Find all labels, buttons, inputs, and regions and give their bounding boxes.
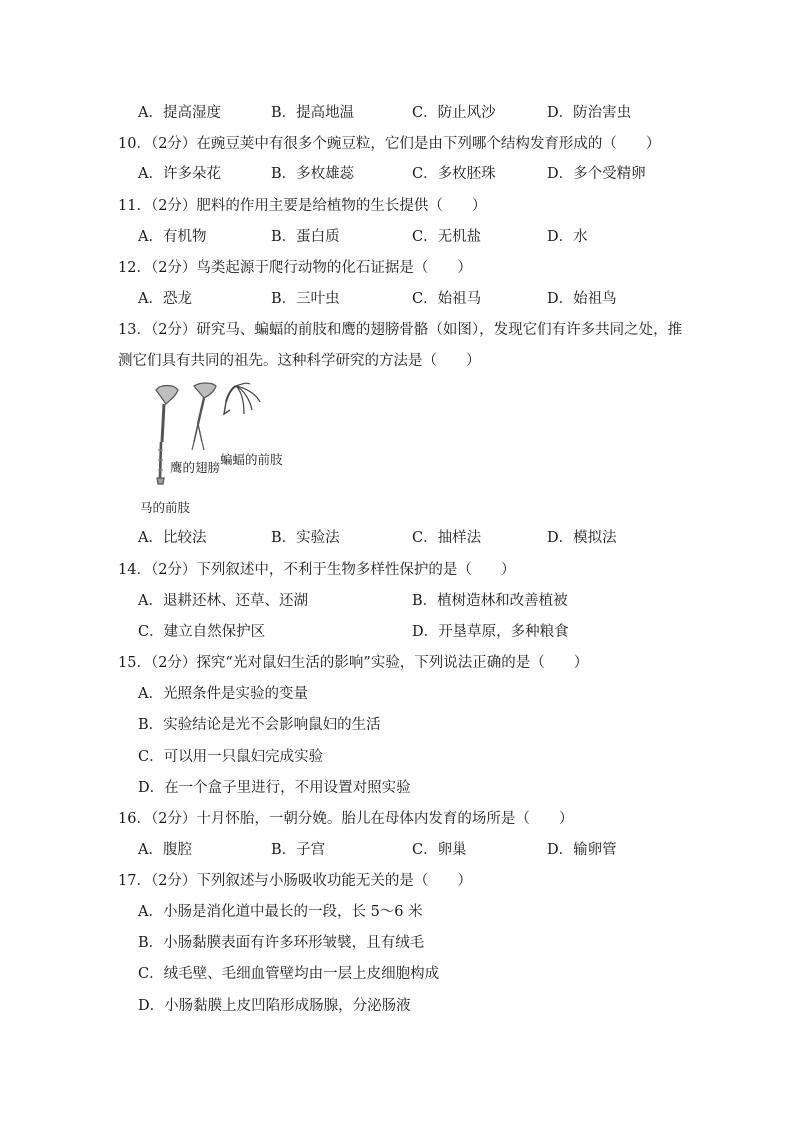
q9-option-a[interactable]: A．提高湿度 bbox=[138, 105, 221, 121]
eagle-wing-label: 鹰的翅膀 bbox=[170, 460, 221, 475]
q11-option-a[interactable]: A．有机物 bbox=[138, 229, 207, 245]
bat-forelimb-drawing bbox=[224, 383, 260, 414]
q14-stem: 14．（2分）下列叙述中，不利于生物多样性保护的是（ ） bbox=[118, 562, 516, 578]
q15-stem: 15．（2分）探究“光对鼠妇生活的影响”实验，下列说法正确的是（ ） bbox=[118, 655, 589, 671]
q11-option-b[interactable]: B．蛋白质 bbox=[271, 229, 340, 245]
q16-option-b[interactable]: B．子宫 bbox=[271, 842, 326, 858]
q11-stem: 11．（2分）肥料的作用主要是给植物的生长提供（ ） bbox=[118, 198, 487, 214]
q9-option-d[interactable]: D．防治害虫 bbox=[547, 105, 632, 121]
horse-forelimb-label: 马的前肢 bbox=[140, 500, 191, 515]
q16-option-a[interactable]: A．腹腔 bbox=[138, 842, 192, 858]
q13-option-b[interactable]: B．实验法 bbox=[271, 530, 340, 546]
q13-stem-line1: 13．（2分）研究马、蝙蝠的前肢和鹰的翅膀骨骼（如图），发现它们有许多共同之处，推 bbox=[118, 322, 683, 338]
q17-option-c[interactable]: C．绒毛壁、毛细血管壁均由一层上皮细胞构成 bbox=[138, 966, 440, 982]
q17-option-b[interactable]: B．小肠黏膜表面有许多环形皱襞，且有绒毛 bbox=[138, 935, 425, 951]
q14-option-b[interactable]: B．植树造林和改善植被 bbox=[412, 593, 568, 609]
q17-option-a[interactable]: A．小肠是消化道中最长的一段，长 5～6 米 bbox=[138, 904, 423, 920]
q10-option-d[interactable]: D．多个受精卵 bbox=[547, 166, 646, 182]
forelimb-bones-illustration bbox=[140, 380, 310, 490]
q13-stem-line2: 测它们具有共同的祖先。这种科学研究的方法是（ ） bbox=[118, 353, 481, 369]
q15-option-d[interactable]: D．在一个盒子里进行，不用设置对照实验 bbox=[138, 780, 411, 796]
q11-option-d[interactable]: D．水 bbox=[547, 229, 588, 245]
q9-option-b[interactable]: B．提高地温 bbox=[271, 105, 355, 121]
q14-option-d[interactable]: D．开垦草原，多种粮食 bbox=[412, 624, 569, 640]
q12-option-b[interactable]: B．三叶虫 bbox=[271, 291, 340, 307]
q14-option-a[interactable]: A．退耕还林、还草、还湖 bbox=[138, 593, 308, 609]
q13-option-d[interactable]: D．模拟法 bbox=[547, 530, 617, 546]
q16-stem: 16．（2分）十月怀胎，一朝分娩。胎儿在母体内发育的场所是（ ） bbox=[118, 811, 574, 827]
q10-stem: 10．（2分）在豌豆荚中有很多个豌豆粒，它们是由下列哪个结构发育形成的（ ） bbox=[118, 136, 661, 152]
q15-option-a[interactable]: A．光照条件是实验的变量 bbox=[138, 686, 308, 702]
q12-option-a[interactable]: A．恐龙 bbox=[138, 291, 192, 307]
eagle-wing-drawing bbox=[192, 383, 216, 450]
q15-option-c[interactable]: C．可以用一只鼠妇完成实验 bbox=[138, 749, 324, 765]
bat-forelimb-label: 蝙蝠的前肢 bbox=[220, 452, 283, 467]
q10-option-c[interactable]: C．多枚胚珠 bbox=[412, 166, 496, 182]
q15-option-b[interactable]: B．实验结论是光不会影响鼠妇的生活 bbox=[138, 717, 381, 733]
q17-stem: 17．（2分）下列叙述与小肠吸收功能无关的是（ ） bbox=[118, 873, 472, 889]
q16-option-c[interactable]: C．卵巢 bbox=[412, 842, 467, 858]
q11-option-c[interactable]: C．无机盐 bbox=[412, 229, 482, 245]
q14-option-c[interactable]: C．建立自然保护区 bbox=[138, 624, 266, 640]
q13-option-a[interactable]: A．比较法 bbox=[138, 530, 207, 546]
q12-stem: 12．（2分）鸟类起源于爬行动物的化石证据是（ ） bbox=[118, 260, 472, 276]
q16-option-d[interactable]: D．输卵管 bbox=[547, 842, 617, 858]
q12-option-d[interactable]: D．始祖鸟 bbox=[547, 291, 617, 307]
q9-option-c[interactable]: C．防止风沙 bbox=[412, 105, 496, 121]
q13-option-c[interactable]: C．抽样法 bbox=[412, 530, 482, 546]
q12-option-c[interactable]: C．始祖马 bbox=[412, 291, 482, 307]
q10-option-a[interactable]: A．许多朵花 bbox=[138, 166, 221, 182]
q17-option-d[interactable]: D．小肠黏膜上皮凹陷形成肠腺，分泌肠液 bbox=[138, 998, 411, 1014]
q10-option-b[interactable]: B．多枚雄蕊 bbox=[271, 166, 355, 182]
q13-figure-bone-comparison bbox=[140, 380, 310, 520]
